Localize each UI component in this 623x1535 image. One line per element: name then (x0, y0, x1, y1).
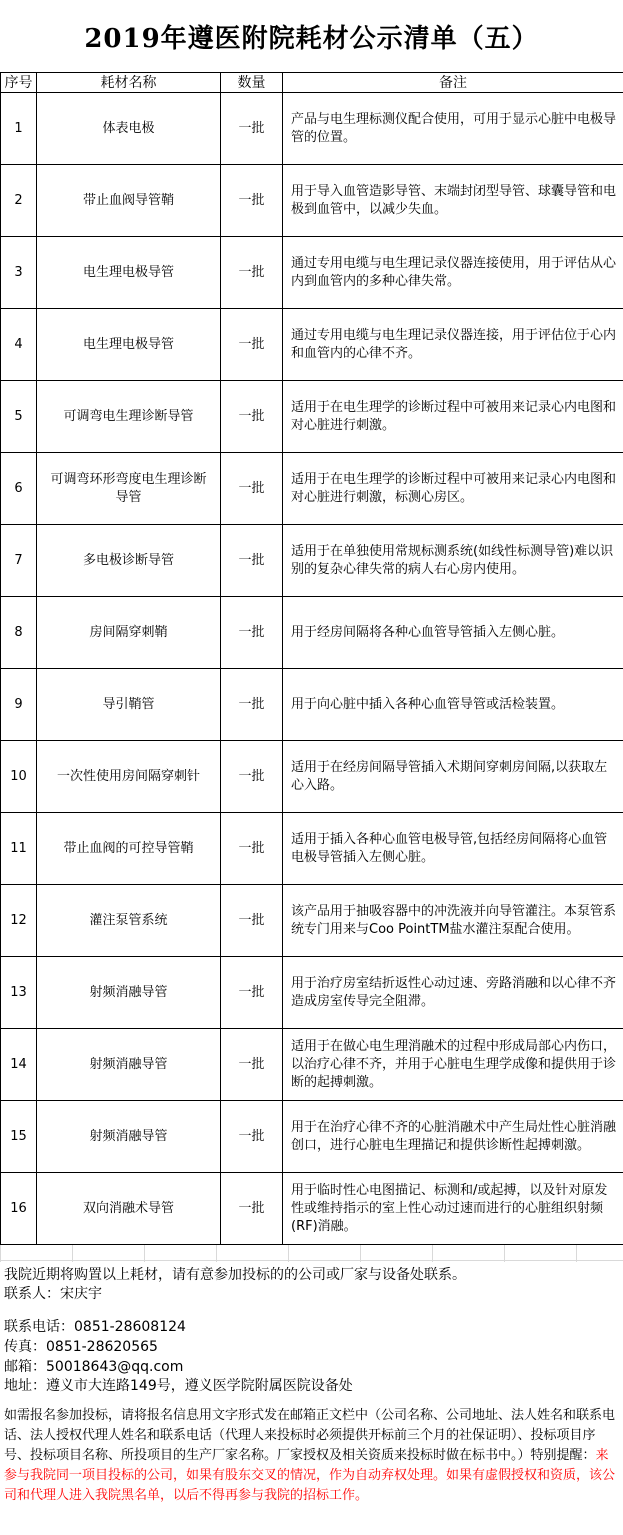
table-row (1, 525, 623, 597)
row-item-name: 体表电极 (37, 93, 221, 165)
row-remark: 用于治疗房室结折返性心动过速、旁路消融和以心律不齐造成房室传导完全阻滞。 (283, 957, 623, 1029)
row-item-name: 多电极诊断导管 (37, 525, 221, 597)
contact-phone: 联系电话：0851-28608124 (4, 1319, 186, 1335)
row-item-name: 房间隔穿刺鞘 (37, 597, 221, 669)
row-serial: 9 (1, 669, 37, 741)
row-serial: 11 (1, 813, 37, 885)
row-remark: 适用于在电生理学的诊断过程中可被用来记录心内电图和对心脏进行刺激。 (283, 381, 623, 453)
row-item-name: 带止血阀的可控导管鞘 (37, 813, 221, 885)
row-quantity: 一批 (221, 1173, 283, 1245)
header-remarks: 备注 (283, 73, 623, 93)
row-quantity: 一批 (221, 669, 283, 741)
header-quantity: 数量 (221, 73, 283, 93)
row-serial: 6 (1, 453, 37, 525)
row-serial: 3 (1, 237, 37, 309)
row-serial: 1 (1, 93, 37, 165)
row-serial: 4 (1, 309, 37, 381)
row-serial: 13 (1, 957, 37, 1029)
row-quantity: 一批 (221, 1101, 283, 1173)
row-quantity: 一批 (221, 93, 283, 165)
header-serial: 序号 (1, 73, 37, 93)
row-serial: 8 (1, 597, 37, 669)
contact-person: 联系人：宋庆宇 (4, 1286, 102, 1302)
table-row (1, 1101, 623, 1173)
page-title: 2019年遵医附院耗材公示清单（五） (0, 0, 623, 72)
contact-footer (0, 1262, 623, 1535)
row-serial: 12 (1, 885, 37, 957)
row-quantity: 一批 (221, 957, 283, 1029)
row-quantity: 一批 (221, 813, 283, 885)
row-quantity: 一批 (221, 381, 283, 453)
row-remark: 该产品用于抽吸容器中的冲洗液并向导管灌注。本泵管系统专门用来与Coo PointTM盐水灌注泵配合使用。 (283, 885, 623, 957)
row-item-name: 射频消融导管 (37, 957, 221, 1029)
table-row (1, 381, 623, 453)
row-remark: 通过专用电缆与电生理记录仪器连接使用，用于评估从心内到血管内的多种心律失常。 (283, 237, 623, 309)
row-remark: 适用于在单独使用常规标测系统(如线性标测导管)难以识别的复杂心律失常的病人右心房内使用。 (283, 525, 623, 597)
row-quantity: 一批 (221, 525, 283, 597)
row-quantity: 一批 (221, 237, 283, 309)
row-item-name: 电生理电极导管 (37, 309, 221, 381)
row-remark: 产品与电生理标测仪配合使用，可用于显示心脏中电极导管的位置。 (283, 93, 623, 165)
row-quantity: 一批 (221, 885, 283, 957)
bidding-instructions: 如需报名参加投标，请将报名信息用文字形式发在邮箱正文栏中（公司名称、公司地址、法人姓名和联系电话、法人授权代理人姓名和联系电话（代理人来投标时必须提供开标前三个月的社保证明）、投标项目序号、投标项目名称、所投项目的生产厂家名称。厂家授权及相关资质来投标时做在标书中。）特别提醒： (4, 1408, 616, 1463)
table-row (1, 741, 623, 813)
table-row (1, 165, 623, 237)
table-header-row (1, 73, 623, 93)
contact-email: 邮箱：50018643@qq.com (4, 1359, 184, 1375)
row-item-name: 灌注泵管系统 (37, 885, 221, 957)
row-remark: 用于导入血管造影导管、末端封闭型导管、球囊导管和电极到血管中，以减少失血。 (283, 165, 623, 237)
row-item-name: 射频消融导管 (37, 1029, 221, 1101)
row-quantity: 一批 (221, 1029, 283, 1101)
row-remark: 适用于在做心电生理消融术的过程中形成局部心内伤口，以治疗心律不齐，并用于心脏电生理学成像和提供用于诊断的起搏刺激。 (283, 1029, 623, 1101)
table-row (1, 957, 623, 1029)
row-remark: 用于在治疗心律不齐的心脏消融术中产生局灶性心脏消融创口，进行心脏电生理描记和提供诊断性起搏刺激。 (283, 1101, 623, 1173)
consumables-table (0, 72, 623, 1245)
table-row (1, 93, 623, 165)
row-quantity: 一批 (221, 597, 283, 669)
contact-address: 地址：遵义市大连路149号，遵义医学院附属医院设备处 (4, 1378, 353, 1394)
contact-fax: 传真：0851-28620565 (4, 1339, 158, 1355)
row-serial: 5 (1, 381, 37, 453)
row-serial: 14 (1, 1029, 37, 1101)
special-warning: 来参与我院同一项目投标的公司，如果有股东交叉的情况，作为自动弃权处理。如果有虚假授权和资质，该公司和代理人进入我院黑名单，以后不得再参与我院的招标工作。 (4, 1448, 616, 1503)
row-item-name: 导引鞘管 (37, 669, 221, 741)
table-row (1, 885, 623, 957)
row-item-name: 可调弯环形弯度电生理诊断导管 (37, 453, 221, 525)
table-row (1, 669, 623, 741)
row-quantity: 一批 (221, 309, 283, 381)
row-serial: 2 (1, 165, 37, 237)
row-item-name: 可调弯电生理诊断导管 (37, 381, 221, 453)
row-quantity: 一批 (221, 453, 283, 525)
row-item-name: 一次性使用房间隔穿刺针 (37, 741, 221, 813)
row-serial: 16 (1, 1173, 37, 1245)
row-remark: 适用于在电生理学的诊断过程中可被用来记录心内电图和对心脏进行刺激，标测心房区。 (283, 453, 623, 525)
row-quantity: 一批 (221, 165, 283, 237)
row-remark: 用于向心脏中插入各种心血管导管或活检装置。 (283, 669, 623, 741)
header-item-name: 耗材名称 (37, 73, 221, 93)
table-body (1, 93, 623, 1245)
table-row (1, 813, 623, 885)
table-row (1, 309, 623, 381)
row-remark: 适用于在经房间隔导管插入术期间穿刺房间隔,以获取左心入路。 (283, 741, 623, 813)
row-quantity: 一批 (221, 741, 283, 813)
row-item-name: 双向消融术导管 (37, 1173, 221, 1245)
table-row (1, 597, 623, 669)
row-item-name: 带止血阀导管鞘 (37, 165, 221, 237)
table-row (1, 1029, 623, 1101)
row-remark: 用于临时性心电图描记、标测和/或起搏，以及针对原发性或维持指示的室上性心动过速而进行的心脏组织射频(RF)消融。 (283, 1173, 623, 1245)
procurement-intro: 我院近期将购置以上耗材，请有意参加投标的的公司或厂家与设备处联系。 (4, 1267, 466, 1283)
row-serial: 15 (1, 1101, 37, 1173)
row-remark: 适用于插入各种心血管电极导管,包括经房间隔将心血管电极导管插入左侧心脏。 (283, 813, 623, 885)
row-item-name: 电生理电极导管 (37, 237, 221, 309)
row-remark: 通过专用电缆与电生理记录仪器连接，用于评估位于心内和血管内的心律不齐。 (283, 309, 623, 381)
row-serial: 10 (1, 741, 37, 813)
table-row (1, 1173, 623, 1245)
row-item-name: 射频消融导管 (37, 1101, 221, 1173)
row-serial: 7 (1, 525, 37, 597)
table-row (1, 453, 623, 525)
row-remark: 用于经房间隔将各种心血管导管插入左侧心脏。 (283, 597, 623, 669)
bidding-notice (4, 1406, 619, 1506)
table-row (1, 237, 623, 309)
